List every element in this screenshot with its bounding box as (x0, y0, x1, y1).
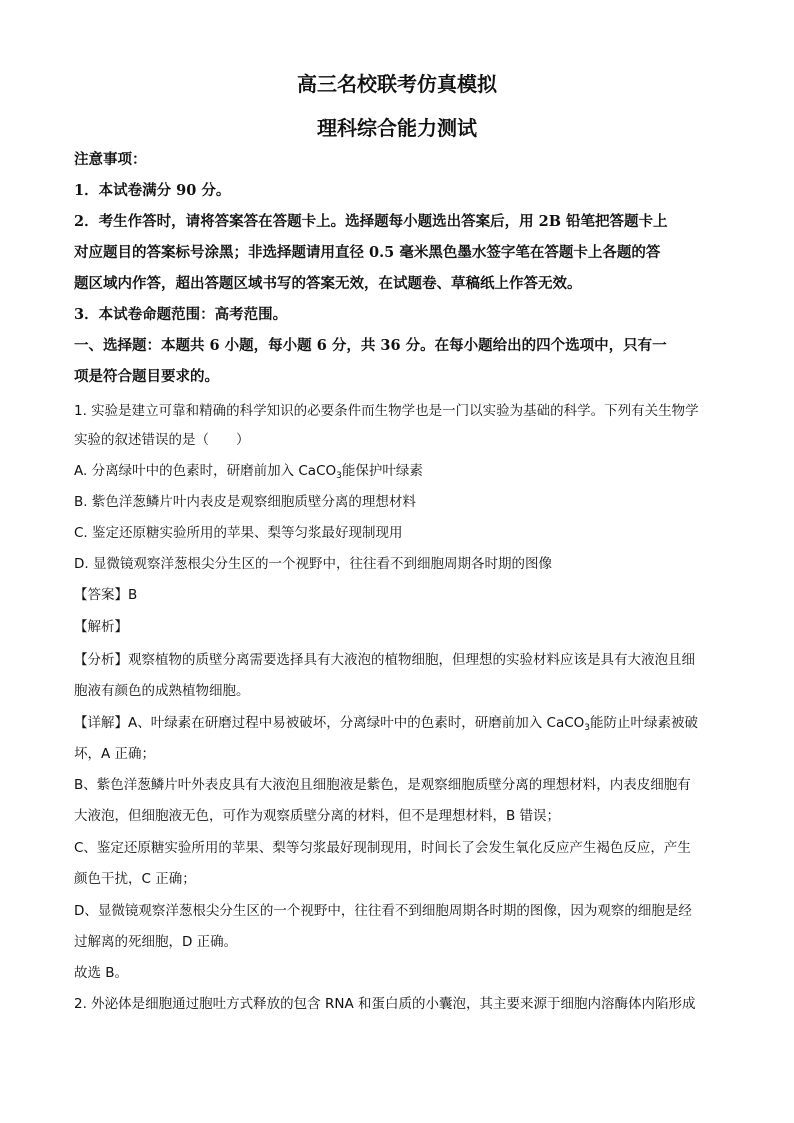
note-1: 1．本试卷满分 90 分。 (74, 182, 231, 199)
analysis-c-line-1: C、鉴定还原糖实验所用的苹果、梨等匀浆最好现制现用，时间长了会发生氧化反应产生褐色反应，产生 (74, 840, 691, 856)
question-1-stem-line-1: 1. 实验是建立可靠和精确的科学知识的必要条件而生物学也是一门以实验为基础的科学。下列有关生物学 (74, 403, 699, 419)
analysis-d-line-2: 过解离的死细胞，D 正确。 (74, 934, 238, 950)
detail-a-text: 【详解】A、叶绿素在研磨过程中易被破坏，分离绿叶中的色素时，研磨前加入 CaCO (74, 715, 585, 731)
note-2-line-3: 题区域内作答，超出答题区域书写的答案无效，在试题卷、草稿纸上作答无效。 (74, 275, 582, 292)
question-1-answer: 【答案】B (74, 587, 138, 603)
question-1-option-d: D. 显微镜观察洋葱根尖分生区的一个视野中，往往看不到细胞周期各时期的图像 (74, 556, 552, 572)
option-a-text-end: 能保护叶绿素 (341, 463, 423, 479)
section-1-heading-line-1: 一、选择题：本题共 6 小题，每小题 6 分，共 36 分。在每小题给出的四个选项中，只有一 (74, 337, 667, 354)
question-1-option-c: C. 鉴定还原糖实验所用的苹果、梨等匀浆最好现制现用 (74, 525, 403, 541)
question-2-stem-line-1: 2. 外泌体是细胞通过胞吐方式释放的包含 RNA 和蛋白质的小囊泡，其主要来源于细胞内溶酶体内陷形成 (74, 996, 696, 1012)
question-1-conclusion: 故选 B。 (74, 965, 129, 981)
question-1-option-b: B. 紫色洋葱鳞片叶内表皮是观察细胞质壁分离的理想材料 (74, 494, 416, 510)
notes-heading: 注意事项： (74, 151, 147, 168)
analysis-detail-line-1 (74, 713, 724, 733)
option-a-text: A. 分离绿叶中的色素时，研磨前加入 CaCO (74, 463, 337, 479)
analysis-fenxi-line-1: 【分析】观察植物的质壁分离需要选择具有大液泡的植物细胞，但理想的实验材料应该是具有大液泡且细 (74, 652, 695, 668)
note-2-line-2: 对应题目的答案标号涂黑；非选择题请用直径 0.5 毫米黑色墨水签字笔在答题卡上各题的答 (74, 244, 661, 261)
question-1-analysis-label: 【解析】 (74, 619, 128, 635)
analysis-b-line-1: B、紫色洋葱鳞片叶外表皮具有大液泡且细胞液是紫色，是观察细胞质壁分离的理想材料，内表皮细胞有 (74, 777, 691, 793)
exam-title: 高三名校联考仿真模拟 (297, 72, 497, 96)
question-1-stem-line-2: 实验的叙述错误的是（ ） (74, 432, 250, 448)
question-1-option-a (74, 461, 724, 481)
option-a-subscript: 3 (336, 471, 342, 481)
analysis-d-line-1: D、显微镜观察洋葱根尖分生区的一个视野中，往往看不到细胞周期各时期的图像，因为观察的细胞是经 (74, 903, 692, 919)
analysis-fenxi-line-2: 胞液有颜色的成熟植物细胞。 (74, 683, 250, 699)
note-2-line-1: 2．考生作答时，请将答案答在答题卡上。选择题每小题选出答案后，用 2B 铅笔把答题卡上 (74, 213, 668, 230)
exam-subtitle: 理科综合能力测试 (317, 116, 477, 140)
section-1-heading-line-2: 项是符合题目要求的。 (74, 368, 219, 385)
analysis-c-line-2: 颜色干扰，C 正确； (74, 871, 196, 887)
detail-a-subscript: 3 (584, 723, 591, 733)
detail-a-text-end: 能防止叶绿素被破 (590, 715, 699, 731)
note-3: 3．本试卷命题范围：高考范围。 (74, 306, 288, 323)
analysis-b-line-2: 大液泡，但细胞液无色，可作为观察质壁分离的材料，但不是理想材料，B 错误； (74, 808, 561, 824)
analysis-detail-line-2: 坏，A 正确； (74, 746, 156, 762)
